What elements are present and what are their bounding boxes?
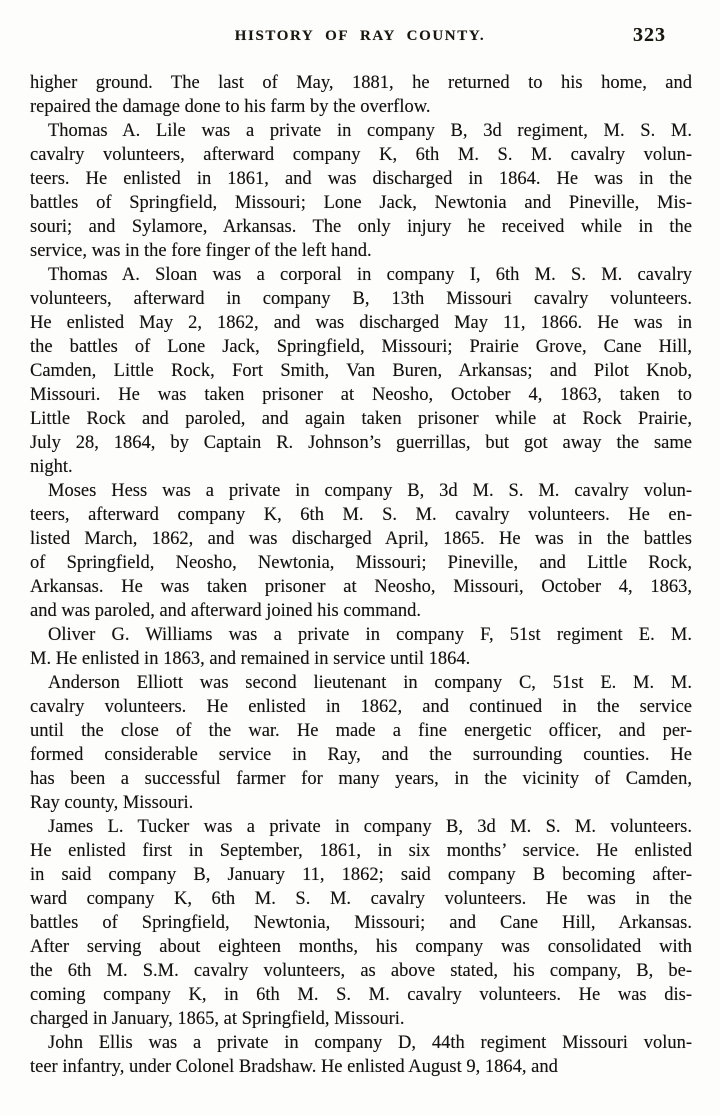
text-line: souri; and Sylamore, Arkansas. The only injury he received while in the	[30, 217, 692, 237]
text-line: teers, afterward company K, 6th M. S. M. cavalry volunteers. He en-	[30, 505, 692, 525]
text-line: Missouri. He was taken prisoner at Neosho, October 4, 1863, taken to	[30, 385, 692, 405]
paragraph	[30, 1031, 692, 1079]
text-line: cavalry volunteers, afterward company K, 6th M. S. M. cavalry volun-	[30, 145, 692, 165]
text-line: the 6th M. S.M. cavalry volunteers, as above stated, his company, B, be-	[30, 961, 692, 981]
page-header	[0, 0, 720, 49]
text-line: Moses Hess was a private in company B, 3d M. S. M. cavalry volun-	[48, 481, 692, 501]
text-line: listed March, 1862, and was discharged April, 1865. He was in the battles	[30, 529, 692, 549]
paragraph	[30, 479, 692, 623]
text-line: cavalry volunteers. He enlisted in 1862, and continued in the service	[30, 697, 692, 717]
page-body	[30, 71, 692, 1079]
text-line: in said company B, January 11, 1862; said company B becoming after-	[30, 865, 692, 885]
text-line: the battles of Lone Jack, Springfield, Missouri; Prairie Grove, Cane Hill,	[30, 337, 692, 357]
text-line: Arkansas. He was taken prisoner at Neosho, Missouri, October 4, 1863,	[30, 577, 692, 597]
text-line: teers. He enlisted in 1861, and was discharged in 1864. He was in the	[30, 169, 692, 189]
text-line: higher ground. The last of May, 1881, he returned to his home, and	[30, 73, 692, 93]
text-line: He enlisted first in September, 1861, in six months’ service. He enlisted	[30, 841, 692, 861]
text-line: After serving about eighteen months, his company was consolidated with	[30, 937, 692, 957]
text-line: Oliver G. Williams was a private in company F, 51st regiment E. M.	[48, 625, 692, 645]
text-line: until the close of the war. He made a fine energetic officer, and per-	[30, 721, 692, 741]
text-line: Camden, Little Rock, Fort Smith, Van Buren, Arkansas; and Pilot Knob,	[30, 361, 692, 381]
paragraph	[30, 71, 692, 119]
text-line: battles of Springfield, Missouri; Lone Jack, Newtonia and Pineville, Mis-	[30, 193, 692, 213]
running-title: HISTORY OF RAY COUNTY.	[234, 28, 486, 44]
text-line: ward company K, 6th M. S. M. cavalry volunteers. He was in the	[30, 889, 692, 909]
text-line: volunteers, afterward in company B, 13th Missouri cavalry volunteers.	[30, 289, 692, 309]
paragraph	[30, 119, 692, 263]
text-line: coming company K, in 6th M. S. M. cavalry volunteers. He was dis-	[30, 985, 692, 1005]
text-line: John Ellis was a private in company D, 44th regiment Missouri volun-	[48, 1033, 692, 1053]
paragraph	[30, 263, 692, 479]
text-line: He enlisted May 2, 1862, and was discharged May 11, 1866. He was in	[30, 313, 692, 333]
text-line: M. He enlisted in 1863, and remained in service until 1864.	[30, 649, 471, 669]
text-line: Thomas A. Sloan was a corporal in company I, 6th M. S. M. cavalry	[48, 265, 692, 285]
text-line: night.	[30, 457, 73, 477]
page-number: 323	[633, 24, 666, 46]
paragraph	[30, 623, 692, 671]
text-line: and was paroled, and afterward joined his command.	[30, 601, 421, 621]
text-line: James L. Tucker was a private in company B, 3d M. S. M. volunteers.	[48, 817, 692, 837]
text-line: Ray county, Missouri.	[30, 793, 194, 813]
text-line: Little Rock and paroled, and again taken prisoner while at Rock Prairie,	[30, 409, 692, 429]
text-line: Anderson Elliott was second lieutenant in company C, 51st E. M. M.	[48, 673, 692, 693]
text-line: battles of Springfield, Newtonia, Missouri; and Cane Hill, Arkansas.	[30, 913, 692, 933]
text-line: formed considerable service in Ray, and the surrounding counties. He	[30, 745, 692, 765]
text-line: service, was in the fore finger of the left hand.	[30, 241, 372, 261]
text-line: July 28, 1864, by Captain R. Johnson’s guerrillas, but got away the same	[30, 433, 692, 453]
text-line: of Springfield, Neosho, Newtonia, Missouri; Pineville, and Little Rock,	[30, 553, 692, 573]
text-line: charged in January, 1865, at Springfield, Missouri.	[30, 1009, 405, 1029]
text-line: has been a successful farmer for many years, in the vicinity of Camden,	[30, 769, 692, 789]
paragraph	[30, 815, 692, 1031]
text-line: repaired the damage done to his farm by the overflow.	[30, 97, 431, 117]
text-line: Thomas A. Lile was a private in company B, 3d regiment, M. S. M.	[48, 121, 692, 141]
paragraph	[30, 671, 692, 815]
text-line: teer infantry, under Colonel Bradshaw. He enlisted August 9, 1864, and	[30, 1057, 558, 1077]
